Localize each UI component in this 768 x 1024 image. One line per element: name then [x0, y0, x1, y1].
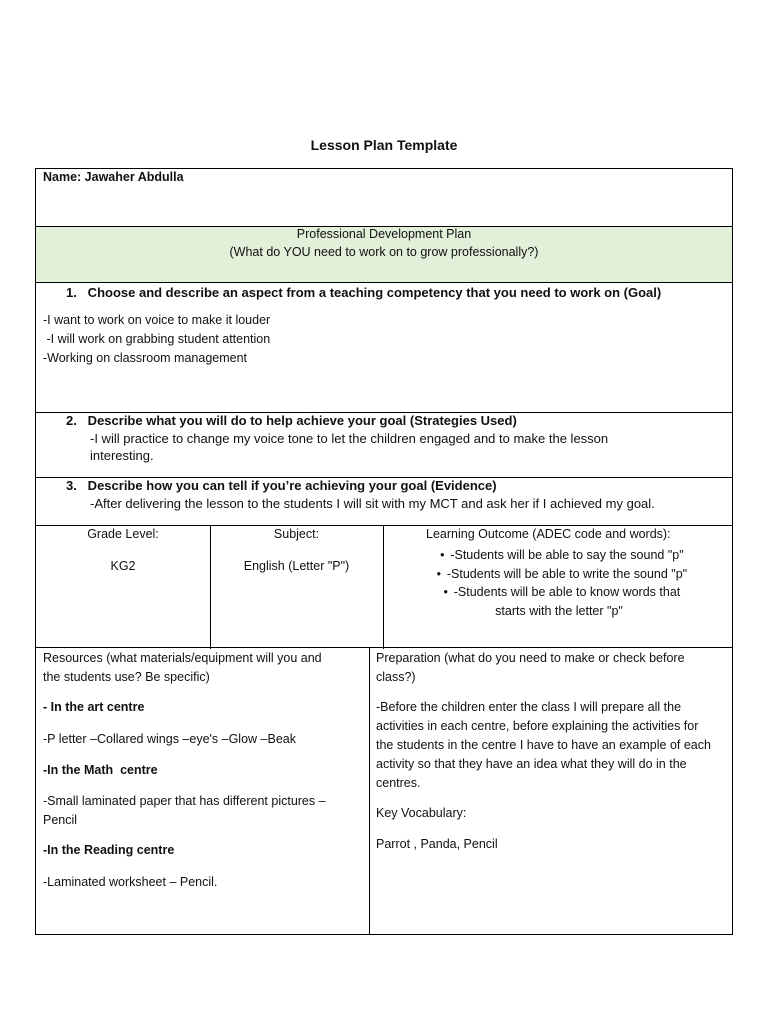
- preparation-label: class?): [376, 670, 416, 684]
- goal-line: -I will work on grabbing student attention: [43, 332, 271, 346]
- preparation-text: the students in the centre I have to have an example of each: [376, 738, 711, 752]
- strategies-heading: 2. Describe what you will do to help achieve your goal (Strategies Used): [66, 413, 517, 428]
- bullet-icon: •: [440, 548, 445, 562]
- column-divider: [210, 526, 211, 649]
- list-item: • -Students will be able to write the sound "p": [384, 565, 734, 584]
- pdp-question: (What do YOU need to work on to grow professionally?): [229, 245, 539, 259]
- bullet-icon: •: [436, 566, 442, 581]
- art-centre-heading: - In the art centre: [43, 700, 145, 714]
- strategies-row: [36, 413, 732, 478]
- lesson-plan-table: [35, 168, 733, 648]
- evidence-row: [36, 478, 732, 526]
- preparation-text: activity so that they have an idea what they will do in the: [376, 757, 687, 771]
- bullet-icon: •: [443, 585, 448, 599]
- strategies-line: interesting.: [90, 448, 154, 463]
- grade-label: Grade Level:: [87, 527, 159, 541]
- math-centre-items: -Small laminated paper that has different pictures –: [43, 794, 326, 808]
- goal-line: -Working on classroom management: [43, 351, 248, 365]
- strategies-line: -I will practice to change my voice tone to let the children engaged and to make the lesson: [90, 431, 609, 446]
- column-divider: [369, 648, 370, 934]
- goal-row: [36, 283, 732, 413]
- key-vocabulary-label: Key Vocabulary:: [376, 806, 467, 820]
- math-centre-items: Pencil: [43, 813, 78, 827]
- preparation-text: activities in each centre, before explaining the activities for: [376, 719, 699, 733]
- math-centre-heading: -In the Math centre: [43, 763, 158, 777]
- pdp-heading: Professional Development Plan: [296, 227, 472, 241]
- goal-heading: 1. Choose and describe an aspect from a teaching competency that you need to work on (Goal): [66, 285, 662, 300]
- evidence-heading: 3. Describe how you can tell if you’re achieving your goal (Evidence): [66, 478, 497, 493]
- page-title: Lesson Plan Template: [310, 137, 458, 153]
- preparation-label: Preparation (what do you need to make or check before: [376, 651, 685, 665]
- pdp-header-row: [36, 227, 732, 283]
- preparation-text: -Before the children enter the class I will prepare all the: [376, 700, 682, 714]
- outcome-list: [384, 546, 734, 620]
- resources-preparation-table: [35, 647, 733, 935]
- evidence-line: -After delivering the lesson to the students I will sit with my MCT and ask her if I achieved my goal.: [90, 496, 655, 511]
- art-centre-items: -P letter –Collared wings –eye's –Glow –Beak: [43, 732, 296, 746]
- preparation-text: centres.: [376, 776, 421, 790]
- subject-value: English (Letter "P"): [243, 559, 350, 573]
- outcome-label: Learning Outcome (ADEC code and words):: [426, 527, 671, 541]
- resources-label: Resources (what materials/equipment will you and: [43, 651, 322, 665]
- name-row: [36, 169, 732, 227]
- reading-centre-items: -Laminated worksheet – Pencil.: [43, 875, 218, 889]
- details-row: [36, 526, 732, 649]
- list-item: starts with the letter "p": [495, 603, 623, 618]
- resources-label: the students use? Be specific): [43, 670, 210, 684]
- subject-label: Subject:: [273, 527, 320, 541]
- list-item: • -Students will be able to know words that: [384, 583, 734, 602]
- list-item: • -Students will be able to say the sound "p": [384, 546, 734, 565]
- grade-value: KG2: [110, 559, 136, 573]
- goal-line: -I want to work on voice to make it louder: [43, 313, 271, 327]
- reading-centre-heading: -In the Reading centre: [43, 843, 175, 857]
- key-vocabulary-words: Parrot , Panda, Pencil: [376, 837, 498, 851]
- name-line: Name: Jawaher Abdulla: [43, 170, 184, 184]
